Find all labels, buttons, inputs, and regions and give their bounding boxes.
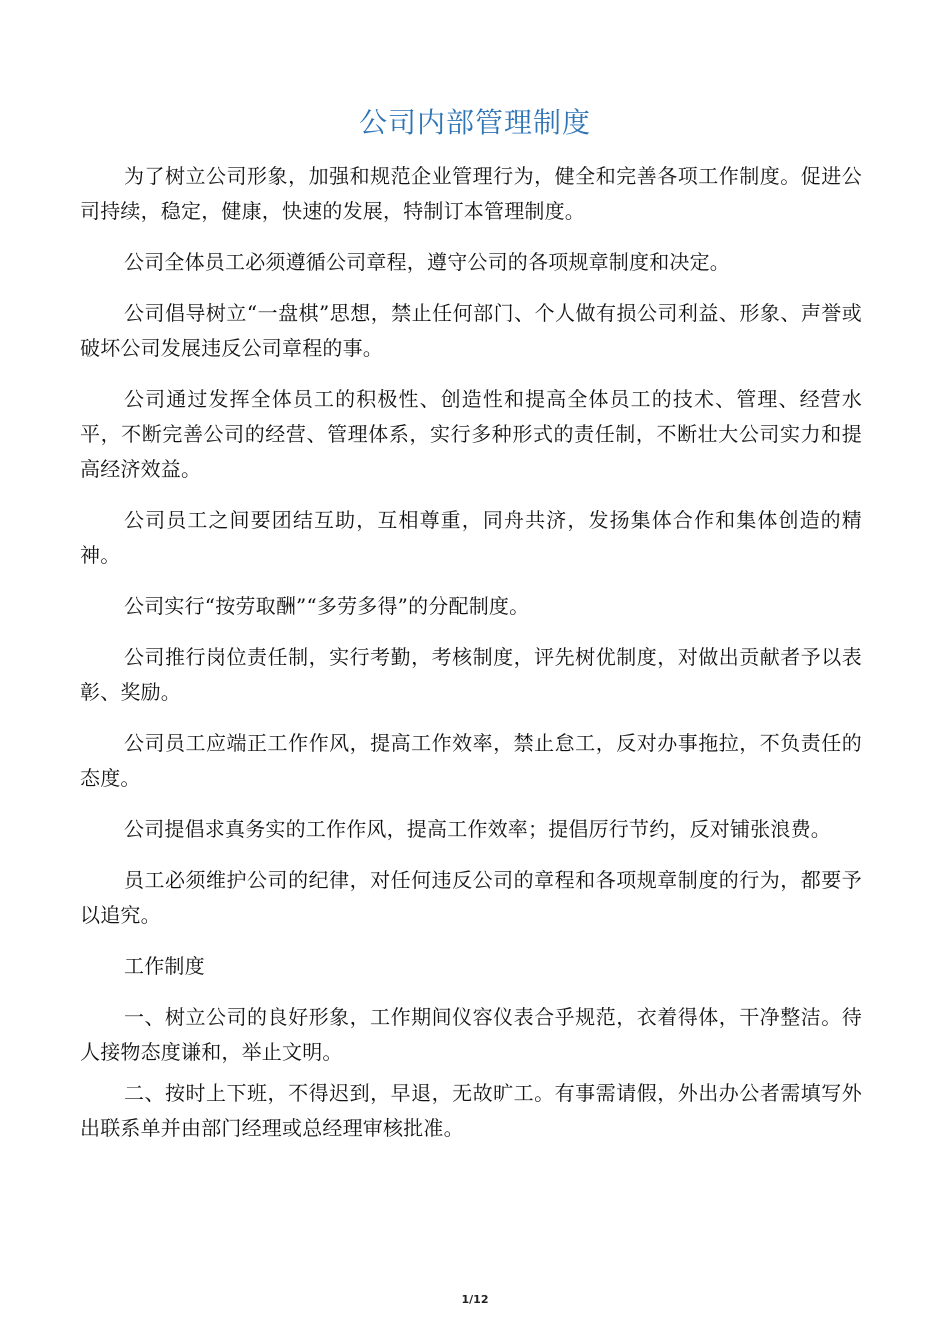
- document-body: [80, 159, 862, 1146]
- paragraph: 公司通过发挥全体员工的积极性、创造性和提高全体员工的技术、管理、经营水平，不断完善公司的经营、管理体系，实行多种形式的责任制，不断壮大公司实力和提高经济效益。: [80, 387, 862, 481]
- paragraph: 公司全体员工必须遵循公司章程，遵守公司的各项规章制度和决定。: [124, 250, 730, 274]
- paragraph: 公司实行“按劳取酬”“多劳多得”的分配制度。: [124, 594, 530, 618]
- paragraph: 公司员工之间要团结互助，互相尊重，同舟共济，发扬集体合作和集体创造的精神。: [80, 508, 862, 567]
- paragraph: 员工必须维护公司的纪律，对任何违反公司的章程和各项规章制度的行为，都要予以追究。: [80, 868, 862, 927]
- paragraph: 公司提倡求真务实的工作作风，提高工作效率；提倡厉行节约，反对铺张浪费。: [124, 817, 831, 841]
- paragraph: 二、按时上下班，不得迟到，早退，无故旷工。有事需请假，外出办公者需填写外出联系单并由部门经理或总经理审核批准。: [80, 1081, 862, 1140]
- paragraph: 公司推行岗位责任制，实行考勤，考核制度，评先树优制度，对做出贡献者予以表彰、奖励。: [80, 645, 862, 704]
- paragraph: 一、树立公司的良好形象，工作期间仪容仪表合乎规范，衣着得体，干净整洁。待人接物态度谦和，举止文明。: [80, 1005, 862, 1064]
- paragraph: 为了树立公司形象，加强和规范企业管理行为，健全和完善各项工作制度。促进公司持续，稳定，健康，快速的发展，特制订本管理制度。: [80, 164, 862, 223]
- page-number: 1/12: [461, 1293, 489, 1306]
- document-title: 公司内部管理制度: [358, 106, 591, 139]
- paragraph: 公司员工应端正工作作风，提高工作效率，禁止怠工，反对办事拖拉，不负责任的态度。: [80, 731, 862, 790]
- section-heading: 工作制度: [124, 954, 205, 978]
- paragraph: 公司倡导树立“一盘棋”思想，禁止任何部门、个人做有损公司利益、形象、声誉或破坏公司发展违反公司章程的事。: [80, 301, 862, 360]
